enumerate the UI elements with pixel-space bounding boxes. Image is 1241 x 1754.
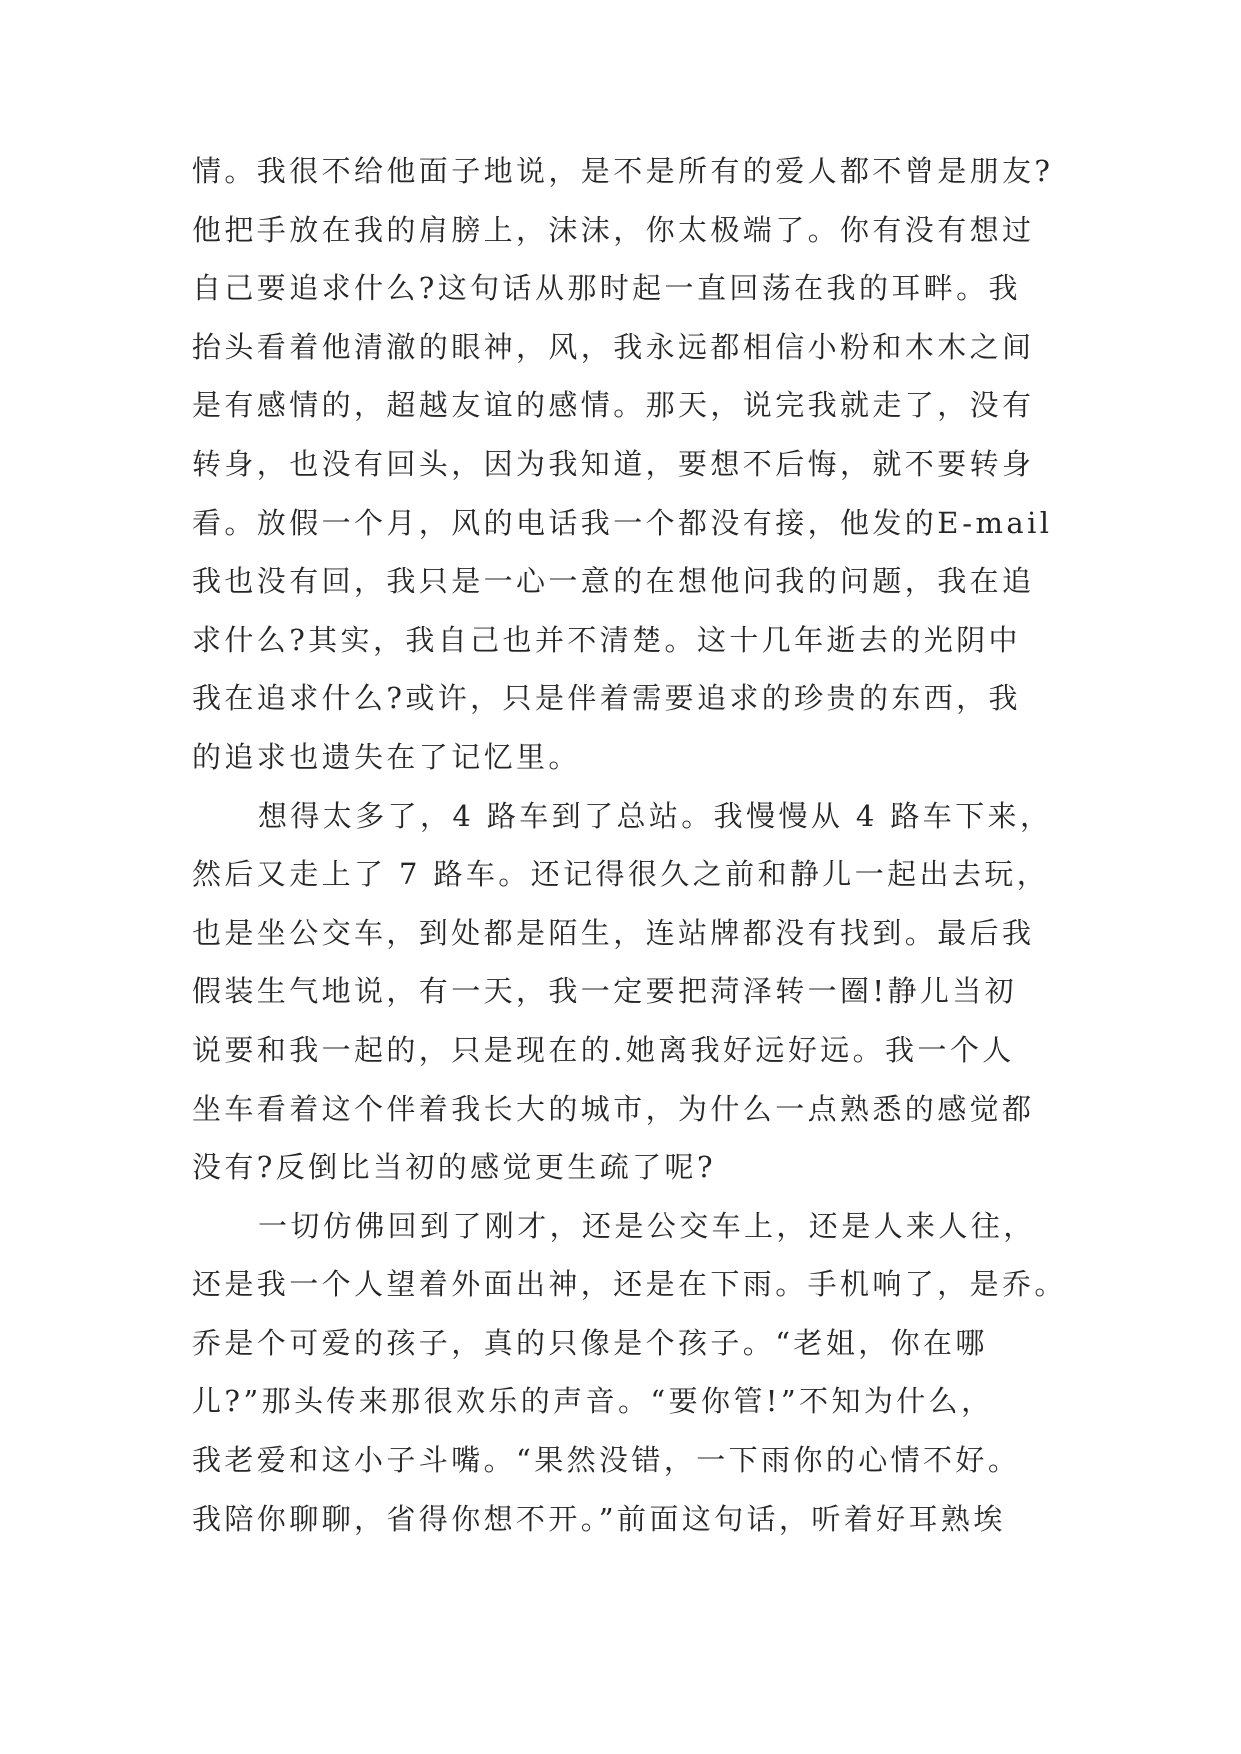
text-line: 假装生气地说，有一天，我一定要把菏泽转一圈!静儿当初 [192,974,1018,1009]
text-line: 儿?”那头传来那很欢乐的声音。“要你管!”不知为什么， [192,1384,994,1419]
text-line: 一切仿佛回到了刚才，还是公交车上，还是人来人往， [258,1208,1036,1243]
text-line: 看。放假一个月，风的电话我一个都没有接，他发的E-mail [192,505,1053,540]
text-line: 坐车看着这个伴着我长大的城市，为什么一点熟悉的感觉都 [192,1091,1035,1126]
text-line: 我老爱和这小子斗嘴。“果然没错，一下雨你的心情不好。 [192,1443,1021,1478]
text-line: 我陪你聊聊，省得你想不开。”前面这句话，听着好耳熟埃 [192,1501,1006,1536]
text-line: 求什么?其实，我自己也并不清楚。这十几年逝去的光阴中 [192,622,1021,657]
text-line: 我在追求什么?或许，只是伴着需要追求的珍贵的东西，我 [192,681,1021,716]
text-line: 还是我一个人望着外面出神，还是在下雨。手机响了，是乔。 [192,1267,1067,1302]
text-line: 我也没有回，我只是一心一意的在想他问我的问题，我在追 [192,564,1035,599]
text-line: 也是坐公交车，到处都是陌生，连站牌都没有找到。最后我 [192,915,1035,950]
text-line: 想得太多了，4 路车到了总站。我慢慢从 4 路车下来， [258,798,1053,833]
text-line: 然后又走上了 7 路车。还记得很久之前和静儿一起出去玩， [192,857,1050,892]
body-text [192,142,1067,1548]
text-line: 说要和我一起的，只是现在的.她离我好远好远。我一个人 [192,1032,1015,1067]
text-line: 没有?反倒比当初的感觉更生疏了呢? [192,1150,716,1185]
text-line: 乔是个可爱的孩子，真的只像是个孩子。“老姐，你在哪 [192,1325,988,1360]
text-line: 情。我很不给他面子地说，是不是所有的爱人都不曾是朋友? [192,154,1054,188]
text-line: 转身，也没有回头，因为我知道，要想不后悔，就不要转身 [192,446,1035,481]
text-line: 自己要追求什么?这句话从那时起一直回荡在我的耳畔。我 [192,271,1021,306]
text-line: 是有感情的，超越友谊的感情。那天，说完我就走了，没有 [192,388,1035,423]
text-line: 的追求也遗失在了记忆里。 [192,739,581,774]
text-line: 抬头看着他清澈的眼神，风，我永远都相信小粉和木木之间 [192,329,1035,364]
text-line: 他把手放在我的肩膀上，沫沫，你太极端了。你有没有想过 [192,212,1035,247]
